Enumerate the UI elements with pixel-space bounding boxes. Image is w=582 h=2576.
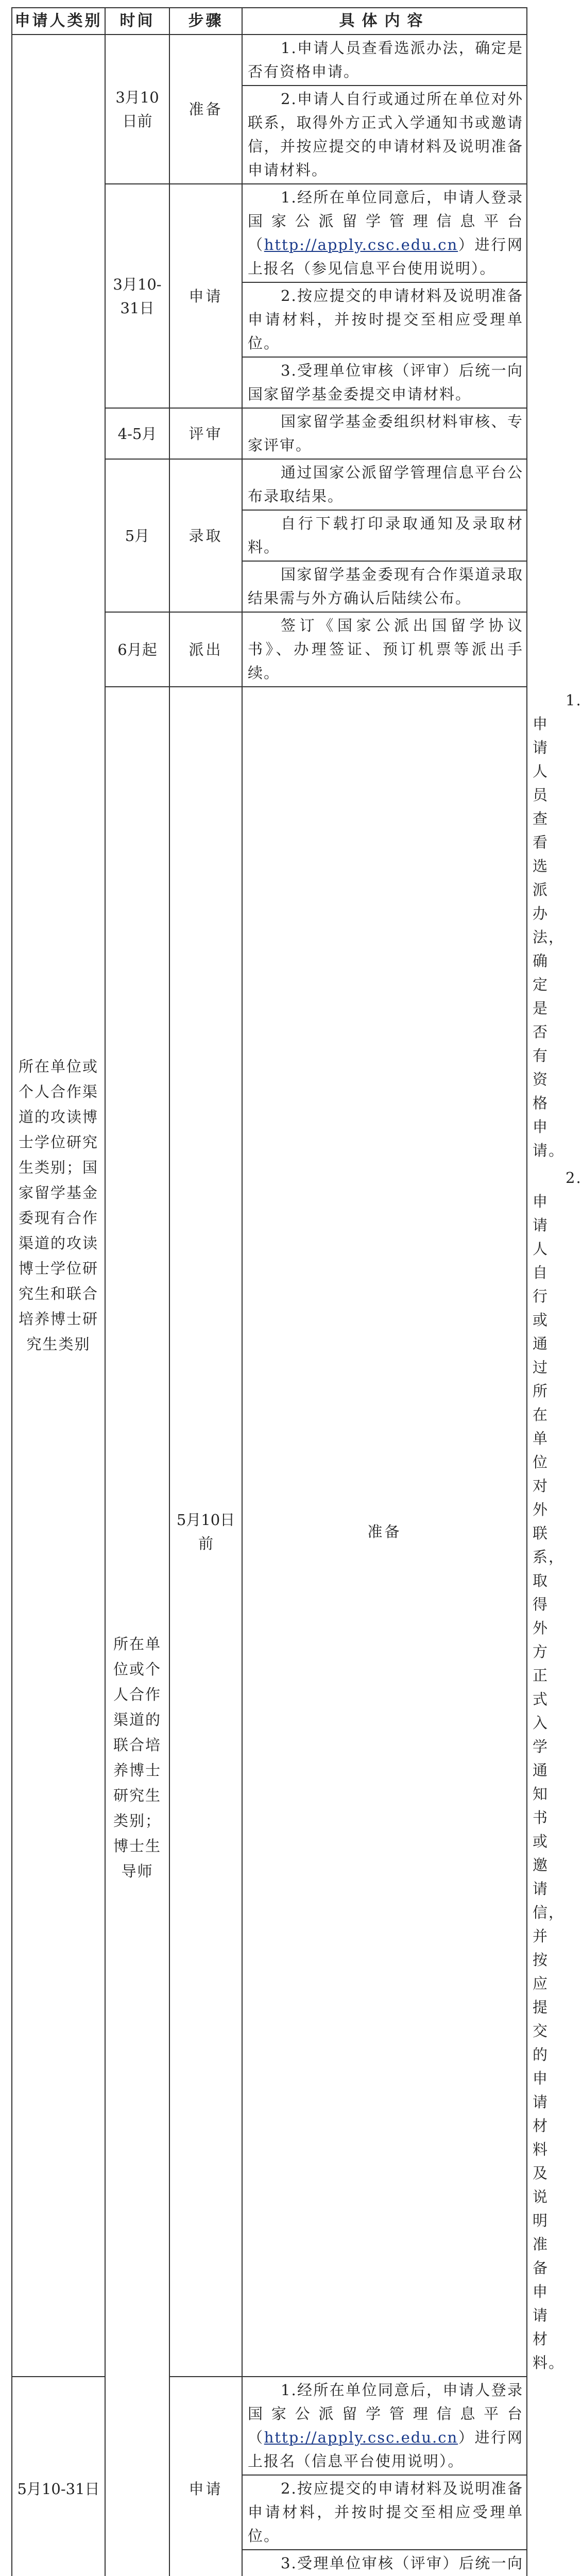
detail-cell xyxy=(242,184,527,282)
time-cell: 5月10-31日 xyxy=(12,2377,105,2576)
time-cell: 3月10-31日 xyxy=(105,184,169,408)
time-cell: 4-5月 xyxy=(105,408,169,459)
application-schedule-table xyxy=(11,7,582,2576)
table-row xyxy=(12,2377,527,2475)
detail-text: 1.经所在单位同意后，申请人登录国家公派留学管理信息平台（ xyxy=(248,2381,523,2446)
step-cell: 准备 xyxy=(242,687,527,2377)
step-cell: 申请 xyxy=(169,184,242,408)
time-cell: 5月 xyxy=(105,459,169,612)
step-cell: 派出 xyxy=(169,612,242,687)
platform-link[interactable]: http://apply.csc.edu.cn xyxy=(264,2429,458,2446)
detail-text: 1.经所在单位同意后，申请人登录国家公派留学管理信息平台（ xyxy=(248,189,523,253)
table-row: 所在单位或个人合作渠道的联合培养博士研究生类别；博士生导师 5月10日前 准备 1.申请人员查看选派办法，确定是否有资格申请。 xyxy=(12,687,527,1164)
step-cell: 评审 xyxy=(169,408,242,459)
table-row: 2.申请人自行或通过所在单位对外联系，取得外方正式入学通知书或邀请信，并按应提交的申请材料及说明准备申请材料。 xyxy=(533,1169,582,2371)
detail-cell: 3.受理单位审核（评审）后统一向 xyxy=(242,2550,527,2576)
detail-cell: 2.按应提交的申请材料及说明准备申请材料，并按时提交至相应受理单位。 xyxy=(242,2475,527,2550)
detail-cell: 自行下载打印录取通知及录取材料。 xyxy=(242,510,527,561)
detail-cell: 签订《国家公派出国留学协议书》、办理签证、预订机票等派出手续。 xyxy=(242,612,527,687)
detail-cell: 国家留学基金委组织材料审核、专家评审。 xyxy=(242,408,527,459)
detail-cell: 2.按应提交的申请材料及说明准备申请材料，并按时提交至相应受理单位。 xyxy=(242,282,527,357)
header-category: 申请人类别 xyxy=(12,8,105,35)
step-cell: 申请 xyxy=(169,2377,242,2576)
category-cell: 所在单位或个人合作渠道的联合培养博士研究生类别；博士生导师 xyxy=(105,687,169,2576)
table-header-row xyxy=(12,8,527,35)
platform-link[interactable]: http://apply.csc.edu.cn xyxy=(264,236,458,253)
detail-cell: 通过国家公派留学管理信息平台公布录取结果。 xyxy=(242,459,527,510)
category-cell: 所在单位或个人合作渠道的攻读博士学位研究生类别；国家留学基金委现有合作渠道的攻读博士学位研究生和联合培养博士研究生类别 xyxy=(12,35,105,2377)
time-cell: 6月起 xyxy=(105,612,169,687)
time-cell: 5月10日前 xyxy=(169,687,242,2377)
detail-text: ）进行网上报名（参见信息平台使用说明）。 xyxy=(248,236,523,277)
header-step: 步骤 xyxy=(169,8,242,35)
detail-cell xyxy=(242,2377,527,2475)
header-time: 时间 xyxy=(105,8,169,35)
header-content: 具体内容 xyxy=(242,8,527,35)
table-row xyxy=(12,35,527,86)
detail-cell: 2.申请人自行或通过所在单位对外联系，取得外方正式入学通知书或邀请信，并按应提交的申请材料及说明准备申请材料。 xyxy=(242,86,527,184)
step-cell: 录取 xyxy=(169,459,242,612)
step-cell: 准备 xyxy=(169,35,242,184)
detail-cell: 1.申请人员查看选派办法，确定是否有资格申请。 xyxy=(242,35,527,86)
detail-cell: 国家留学基金委现有合作渠道录取结果需与外方确认后陆续公布。 xyxy=(242,561,527,612)
detail-text: ）进行网上报名（信息平台使用说明）。 xyxy=(248,2429,523,2470)
detail-cell: 3.受理单位审核（评审）后统一向国家留学基金委提交申请材料。 xyxy=(242,357,527,408)
time-cell: 3月10日前 xyxy=(105,35,169,184)
